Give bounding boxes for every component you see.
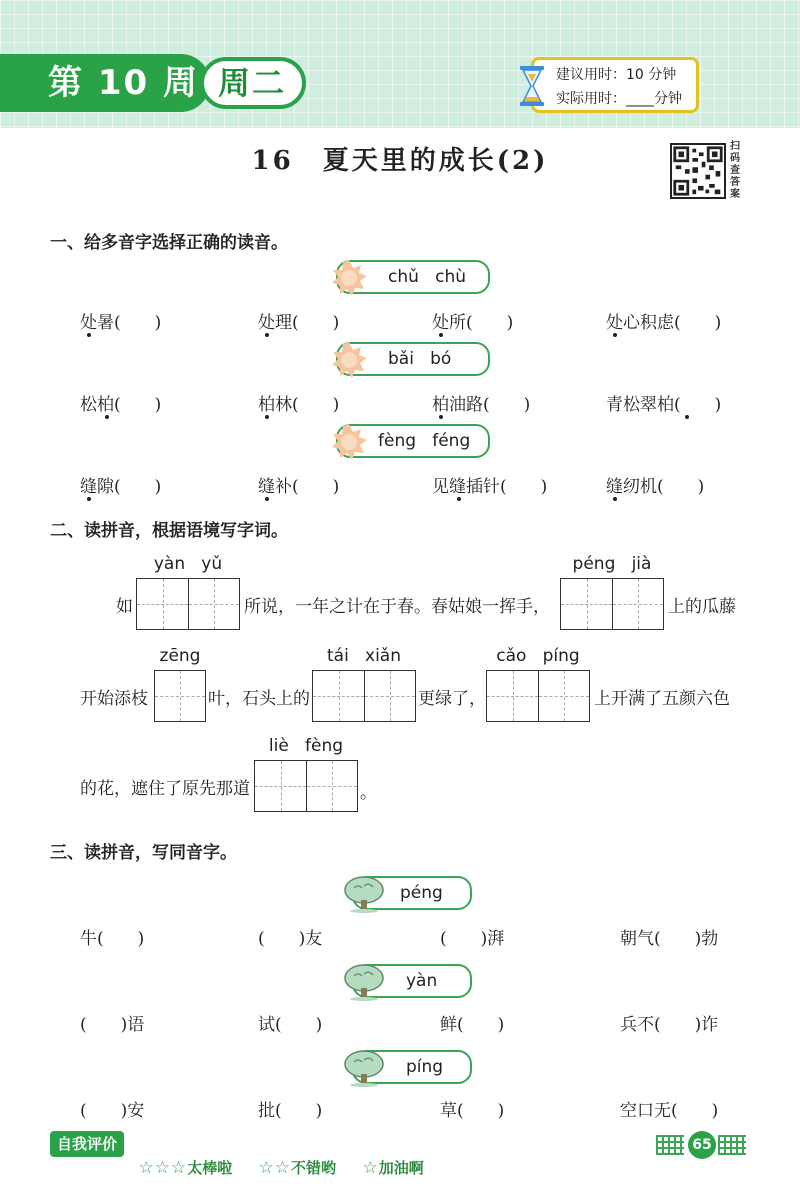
self-eval-good: ☆☆不错哟	[258, 1158, 336, 1178]
passage-text: 所说，一年之计在于春。春姑娘一挥手，	[244, 597, 550, 617]
homophone-item: ( )友	[258, 929, 323, 949]
page-title: 16 夏天里的成长(2)	[251, 146, 549, 176]
self-eval-label: 自我评价	[50, 1131, 124, 1157]
pinyin-pill-feng	[336, 424, 490, 458]
sun-icon	[330, 341, 368, 379]
star-icon[interactable]: ☆☆	[258, 1158, 291, 1178]
pinyin-hint: cǎo píng	[496, 646, 580, 666]
polyphone-item: 处所( )	[432, 313, 514, 333]
pinyin-pill-ping	[352, 1050, 472, 1084]
homophone-item: 兵不( )诈	[620, 1015, 719, 1035]
tree-icon	[342, 1048, 386, 1088]
section1-title: 一、给多音字选择正确的读音。	[50, 233, 288, 253]
day-label: 周二	[218, 64, 287, 102]
polyphone-item: 缝隙( )	[80, 477, 162, 497]
emphasis-dot	[265, 497, 269, 501]
star-icon[interactable]: ☆☆☆	[138, 1158, 188, 1178]
passage-text: 叶，石头上的	[208, 689, 310, 709]
emphasis-dot	[87, 497, 91, 501]
section3-title: 三、读拼音，写同音字。	[50, 843, 237, 863]
writing-grid[interactable]	[254, 760, 358, 812]
polyphone-item: 青松翠柏( )	[606, 395, 722, 415]
page-decoration	[718, 1135, 746, 1155]
emphasis-dot	[265, 333, 269, 337]
homophone-item: ( )安	[80, 1101, 145, 1121]
polyphone-item: 缝纫机( )	[606, 477, 705, 497]
emphasis-dot	[265, 415, 269, 419]
pinyin-text: yàn	[406, 971, 438, 991]
emphasis-dot	[87, 333, 91, 337]
homophone-item: ( )语	[80, 1015, 145, 1035]
homophone-item: 牛( )	[80, 929, 145, 949]
page-decoration	[656, 1135, 684, 1155]
polyphone-item: 柏林( )	[258, 395, 340, 415]
sun-icon	[330, 259, 368, 297]
qr-label: 扫码查答案	[730, 141, 740, 200]
pinyin-pill-yan	[352, 964, 472, 998]
writing-grid[interactable]	[486, 670, 590, 722]
passage-text: 开始添枝	[80, 689, 148, 709]
homophone-item: ( )湃	[440, 929, 505, 949]
passage-text: 更绿了，	[418, 689, 486, 709]
polyphone-item: 处理( )	[258, 313, 340, 333]
homophone-item: 空口无( )	[620, 1101, 719, 1121]
pinyin-pill-chu	[336, 260, 490, 294]
suggested-time: 建议用时：10 分钟	[556, 67, 677, 83]
qr-code-icon	[670, 143, 726, 199]
emphasis-dot	[457, 497, 461, 501]
passage-text: 上开满了五颜六色	[594, 689, 730, 709]
polyphone-item: 见缝插针( )	[432, 477, 548, 497]
emphasis-dot	[439, 415, 443, 419]
pinyin-hint: péng jià	[572, 554, 652, 574]
sun-icon	[330, 423, 368, 461]
hourglass-icon	[517, 64, 547, 108]
emphasis-dot	[105, 415, 109, 419]
homophone-item: 草( )	[440, 1101, 505, 1121]
pinyin-hint: liè fèng	[268, 736, 344, 756]
actual-time: 实际用时：____分钟	[556, 91, 682, 107]
self-eval-great: ☆☆☆太棒啦	[138, 1158, 233, 1178]
tree-icon	[342, 874, 386, 914]
polyphone-item: 柏油路( )	[432, 395, 531, 415]
homophone-item: 朝气( )勃	[620, 929, 719, 949]
emphasis-dot	[613, 333, 617, 337]
pinyin-text: píng	[406, 1057, 444, 1077]
pinyin-pill-peng	[352, 876, 472, 910]
polyphone-item: 处心积虑( )	[606, 313, 722, 333]
week-label: 第 10 周	[48, 63, 199, 103]
homophone-item: 批( )	[258, 1101, 323, 1121]
star-icon[interactable]: ☆	[362, 1158, 379, 1178]
pinyin-hint: yàn yǔ	[153, 554, 223, 574]
emphasis-dot	[685, 415, 689, 419]
writing-grid[interactable]	[312, 670, 416, 722]
polyphone-item: 松柏( )	[80, 395, 162, 415]
emphasis-dot	[613, 497, 617, 501]
self-eval-keep-going: ☆加油啊	[362, 1158, 424, 1178]
pinyin-text: chǔ chù	[388, 267, 467, 287]
homophone-item: 试( )	[258, 1015, 323, 1035]
pinyin-hint: tái xiǎn	[327, 646, 401, 666]
polyphone-item: 缝补( )	[258, 477, 340, 497]
pinyin-hint: zēng	[159, 646, 201, 666]
pinyin-text: péng	[400, 883, 443, 903]
writing-grid[interactable]	[136, 578, 240, 630]
section2-title: 二、读拼音，根据语境写字词。	[50, 521, 288, 541]
emphasis-dot	[439, 333, 443, 337]
pinyin-text: bǎi bó	[388, 349, 452, 369]
tree-icon	[342, 962, 386, 1002]
passage-text: 上的瓜藤	[668, 597, 736, 617]
passage-text: 。	[360, 783, 377, 803]
pinyin-pill-bai	[336, 342, 490, 376]
passage-text: 如	[116, 597, 133, 617]
passage-text: 的花，遮住了原先那道	[80, 779, 250, 799]
writing-grid[interactable]	[560, 578, 664, 630]
pinyin-text: fèng féng	[378, 431, 471, 451]
homophone-item: 鲜( )	[440, 1015, 505, 1035]
polyphone-item: 处暑( )	[80, 313, 162, 333]
page-number: 65	[688, 1131, 716, 1159]
writing-grid[interactable]	[154, 670, 206, 722]
